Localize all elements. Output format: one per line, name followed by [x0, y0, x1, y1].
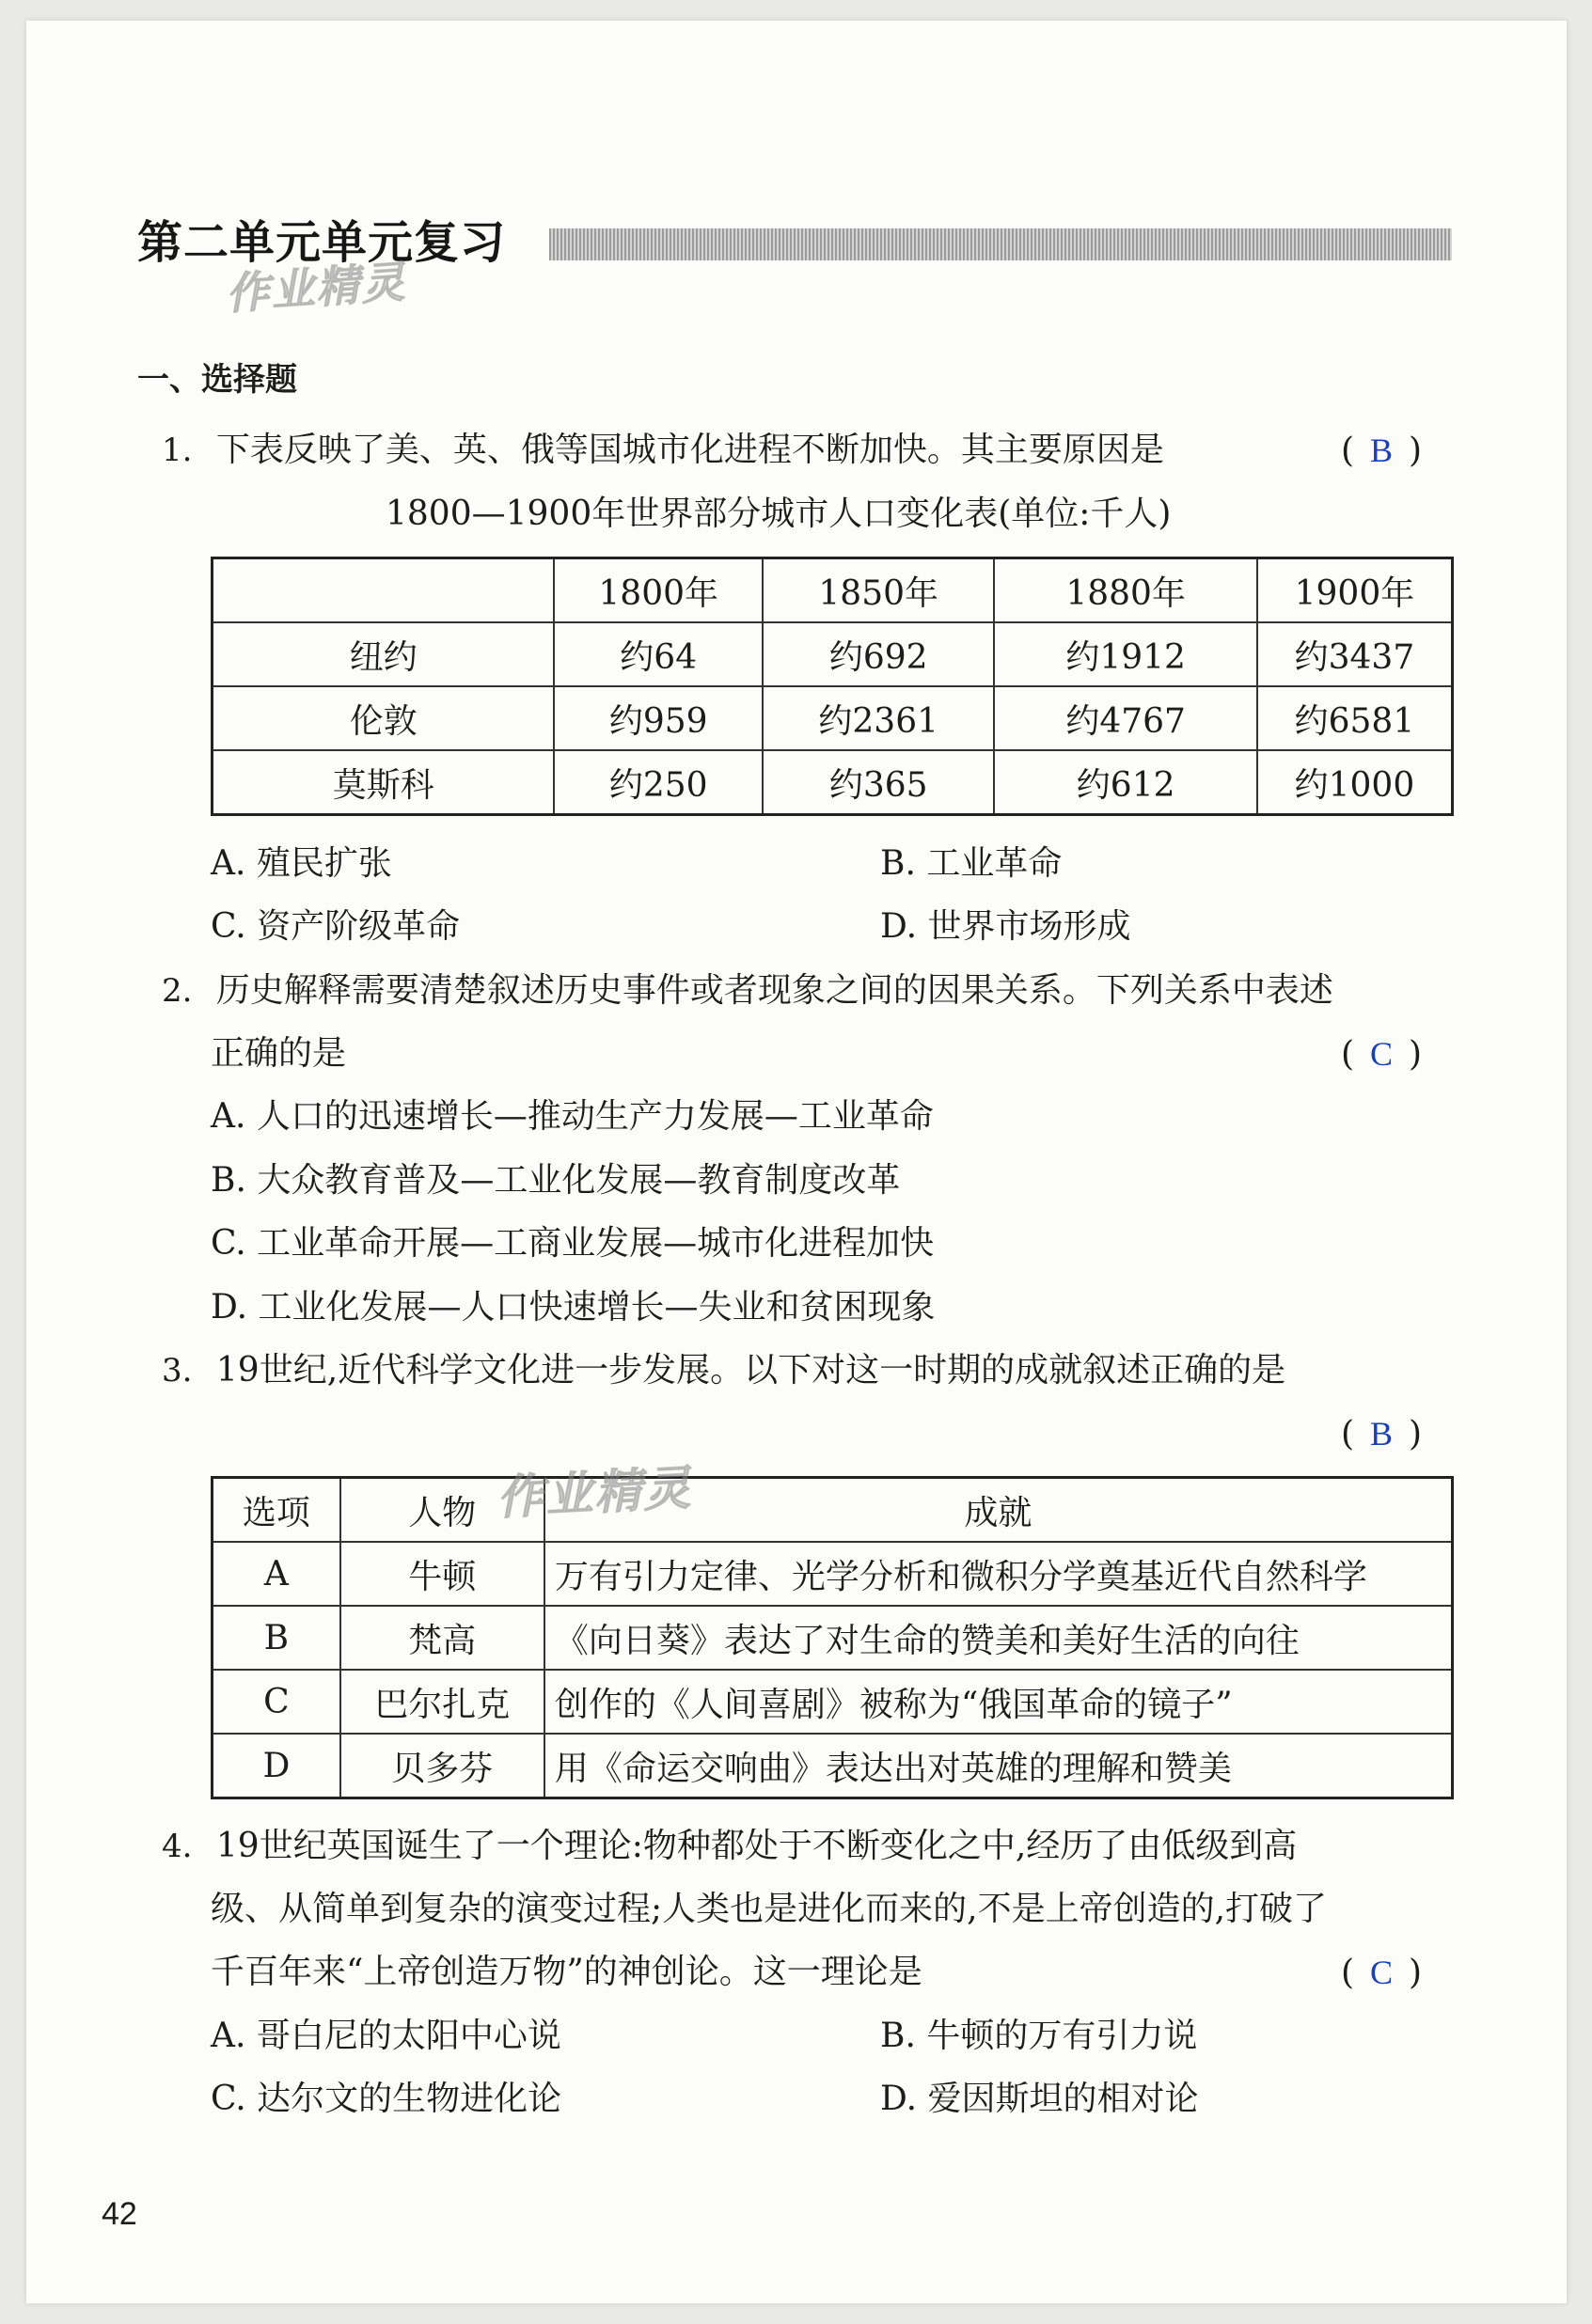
- option-b: B. 牛顿的万有引力说: [880, 2017, 1198, 2055]
- table-row: [213, 622, 1453, 686]
- option-a: A. 人口的迅速增长—推动生产力发展—工业革命: [211, 1097, 934, 1136]
- table-header-cell: 选项: [213, 1478, 340, 1543]
- table-cell: 约6581: [1257, 686, 1453, 750]
- option-c: C. 达尔文的生物进化论: [211, 2080, 562, 2118]
- question-number: 3.: [162, 1352, 193, 1390]
- table-cell: 用《命运交响曲》表达出对英雄的理解和赞美: [544, 1734, 1453, 1798]
- option-d: D. 工业化发展—人口快速增长—失业和贫困现象: [211, 1288, 936, 1327]
- watermark: 作业精灵: [224, 256, 408, 320]
- table-cell: 约959: [554, 686, 763, 750]
- table-cell: 伦敦: [213, 686, 555, 750]
- question-text-continued: 级、从简单到复杂的演变过程;人类也是进化而来的,不是上帝创造的,打破了: [211, 1890, 1328, 1928]
- table-cell: 万有引力定律、光学分析和微积分学奠基近代自然科学: [544, 1542, 1453, 1606]
- table-cell: 约3437: [1257, 622, 1453, 686]
- table-row: [213, 750, 1453, 815]
- table-header-cell: 人物: [340, 1478, 544, 1543]
- table-cell: 约612: [994, 750, 1256, 815]
- table-cell: 梵高: [340, 1606, 544, 1670]
- table-cell: 约2361: [763, 686, 994, 750]
- table-header-cell: 1880年: [994, 558, 1256, 623]
- option-c: C. 资产阶级革命: [211, 907, 461, 946]
- population-table: [211, 557, 1454, 816]
- table-cell: 约4767: [994, 686, 1256, 750]
- page-title: 第二单元单元复习: [137, 216, 507, 269]
- table-header-cell: [213, 558, 555, 623]
- question-1: [162, 428, 1164, 473]
- question-number: 1.: [162, 432, 193, 469]
- table-cell: 创作的《人间喜剧》被称为“俄国革命的镜子”: [544, 1670, 1453, 1734]
- table-cell: D: [213, 1734, 340, 1798]
- table-cell: 贝多芬: [340, 1734, 544, 1798]
- table-header-row: [213, 558, 1453, 623]
- table-cell: 《向日葵》表达了对生命的赞美和美好生活的向往: [544, 1606, 1453, 1670]
- question-3: [162, 1348, 1285, 1393]
- answer-letter: B: [1370, 432, 1394, 469]
- table-header-cell: 成就: [544, 1478, 1453, 1543]
- table-cell: 约1912: [994, 622, 1256, 686]
- question-number: 2.: [162, 972, 193, 1010]
- achievements-table: [211, 1476, 1454, 1799]
- option-b: B. 大众教育普及—工业化发展—教育制度改革: [211, 1161, 901, 1200]
- table-cell: 约692: [763, 622, 994, 686]
- table-cell: A: [213, 1542, 340, 1606]
- option-b: B. 工业革命: [880, 844, 1063, 883]
- table-cell: C: [213, 1670, 340, 1734]
- table-cell: 约365: [763, 750, 994, 815]
- table-caption: 1800—1900年世界部分城市人口变化表(单位:千人): [386, 495, 1172, 533]
- table-header-cell: 1800年: [554, 558, 763, 623]
- table-cell: 约64: [554, 622, 763, 686]
- table-row: [213, 1606, 1453, 1670]
- table-cell: 纽约: [213, 622, 555, 686]
- table-row: [213, 1542, 1453, 1606]
- table-header-cell: 1850年: [763, 558, 994, 623]
- answer-letter: B: [1370, 1415, 1394, 1452]
- question-text: 19世纪英国诞生了一个理论:物种都处于不断变化之中,经历了由低级到高: [215, 1827, 1298, 1865]
- question-text-continued: 正确的是: [211, 1034, 347, 1073]
- table-row: [213, 1670, 1453, 1734]
- answer-letter: C: [1370, 1035, 1394, 1073]
- table-row: [213, 686, 1453, 750]
- option-a: A. 哥白尼的太阳中心说: [211, 2017, 561, 2055]
- table-header-row: [213, 1478, 1453, 1543]
- question-text: 历史解释需要清楚叙述历史事件或者现象之间的因果关系。下列关系中表述: [215, 971, 1333, 1010]
- table-cell: B: [213, 1606, 340, 1670]
- question-text: 下表反映了美、英、俄等国城市化进程不断加快。其主要原因是: [215, 431, 1164, 469]
- option-c: C. 工业革命开展—工商业发展—城市化进程加快: [211, 1224, 935, 1263]
- table-row: [213, 1734, 1453, 1798]
- table-cell: 牛顿: [340, 1542, 544, 1606]
- question-4: [162, 1824, 1297, 1869]
- answer-bracket-1: ( B ): [1341, 428, 1422, 474]
- table-cell: 莫斯科: [213, 750, 555, 815]
- table-cell: 巴尔扎克: [340, 1670, 544, 1734]
- table-header-cell: 1900年: [1257, 558, 1453, 623]
- question-text-continued: 千百年来“上帝创造万物”的神创论。这一理论是: [211, 1953, 922, 1991]
- option-d: D. 爱因斯坦的相对论: [880, 2080, 1199, 2118]
- question-text: 19世纪,近代科学文化进一步发展。以下对这一时期的成就叙述正确的是: [215, 1351, 1286, 1390]
- answer-bracket-4: ( C ): [1341, 1950, 1422, 1996]
- answer-letter: C: [1370, 1954, 1394, 1991]
- title-decoration-bar: [549, 228, 1452, 260]
- watermark: 作业精灵: [495, 1460, 694, 1526]
- table-cell: 约250: [554, 750, 763, 815]
- option-a: A. 殖民扩张: [211, 844, 392, 883]
- answer-bracket-3: ( B ): [1341, 1411, 1422, 1457]
- page-number: 42: [102, 2196, 137, 2232]
- question-2: [162, 968, 1333, 1013]
- option-d: D. 世界市场形成: [880, 907, 1131, 946]
- answer-bracket-2: ( C ): [1341, 1031, 1422, 1077]
- question-number: 4.: [162, 1828, 193, 1865]
- section-heading: 一、选择题: [137, 361, 297, 399]
- table-cell: 约1000: [1257, 750, 1453, 815]
